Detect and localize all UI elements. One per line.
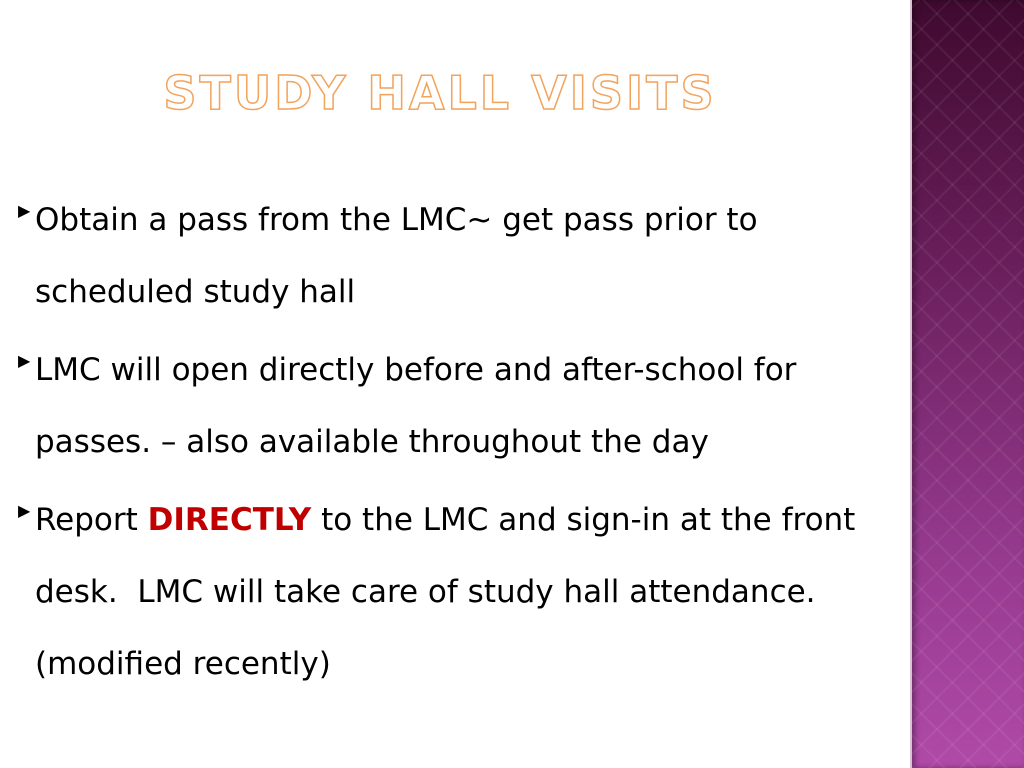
bullet-text: LMC will open directly before and after-school for passes. – also available throughout the day (35, 352, 807, 460)
right-triangle-bullet-icon: ▶ (18, 501, 31, 520)
bullet-text-rest: to the LMC and sign-in at the front desk. LMC will take care of study hall attendance. (modified recently) (35, 502, 866, 682)
decorative-side-band (912, 0, 1024, 768)
bullet-item (18, 334, 898, 478)
bullet-text: Obtain a pass from the LMC~ get pass prior to scheduled study hall (35, 202, 768, 310)
right-triangle-bullet-icon: ▶ (18, 351, 31, 370)
bullet-item (18, 484, 898, 700)
slide-title (0, 66, 880, 120)
slide-title-text: STUDY HALL VISITS (163, 66, 717, 120)
bullet-list (18, 184, 898, 708)
right-triangle-bullet-icon: ▶ (18, 201, 31, 220)
bullet-item (18, 184, 898, 328)
bullet-text (35, 484, 898, 700)
bullet-text-lead: Report (35, 502, 148, 538)
emphasis-text: DIRECTLY (147, 502, 312, 538)
